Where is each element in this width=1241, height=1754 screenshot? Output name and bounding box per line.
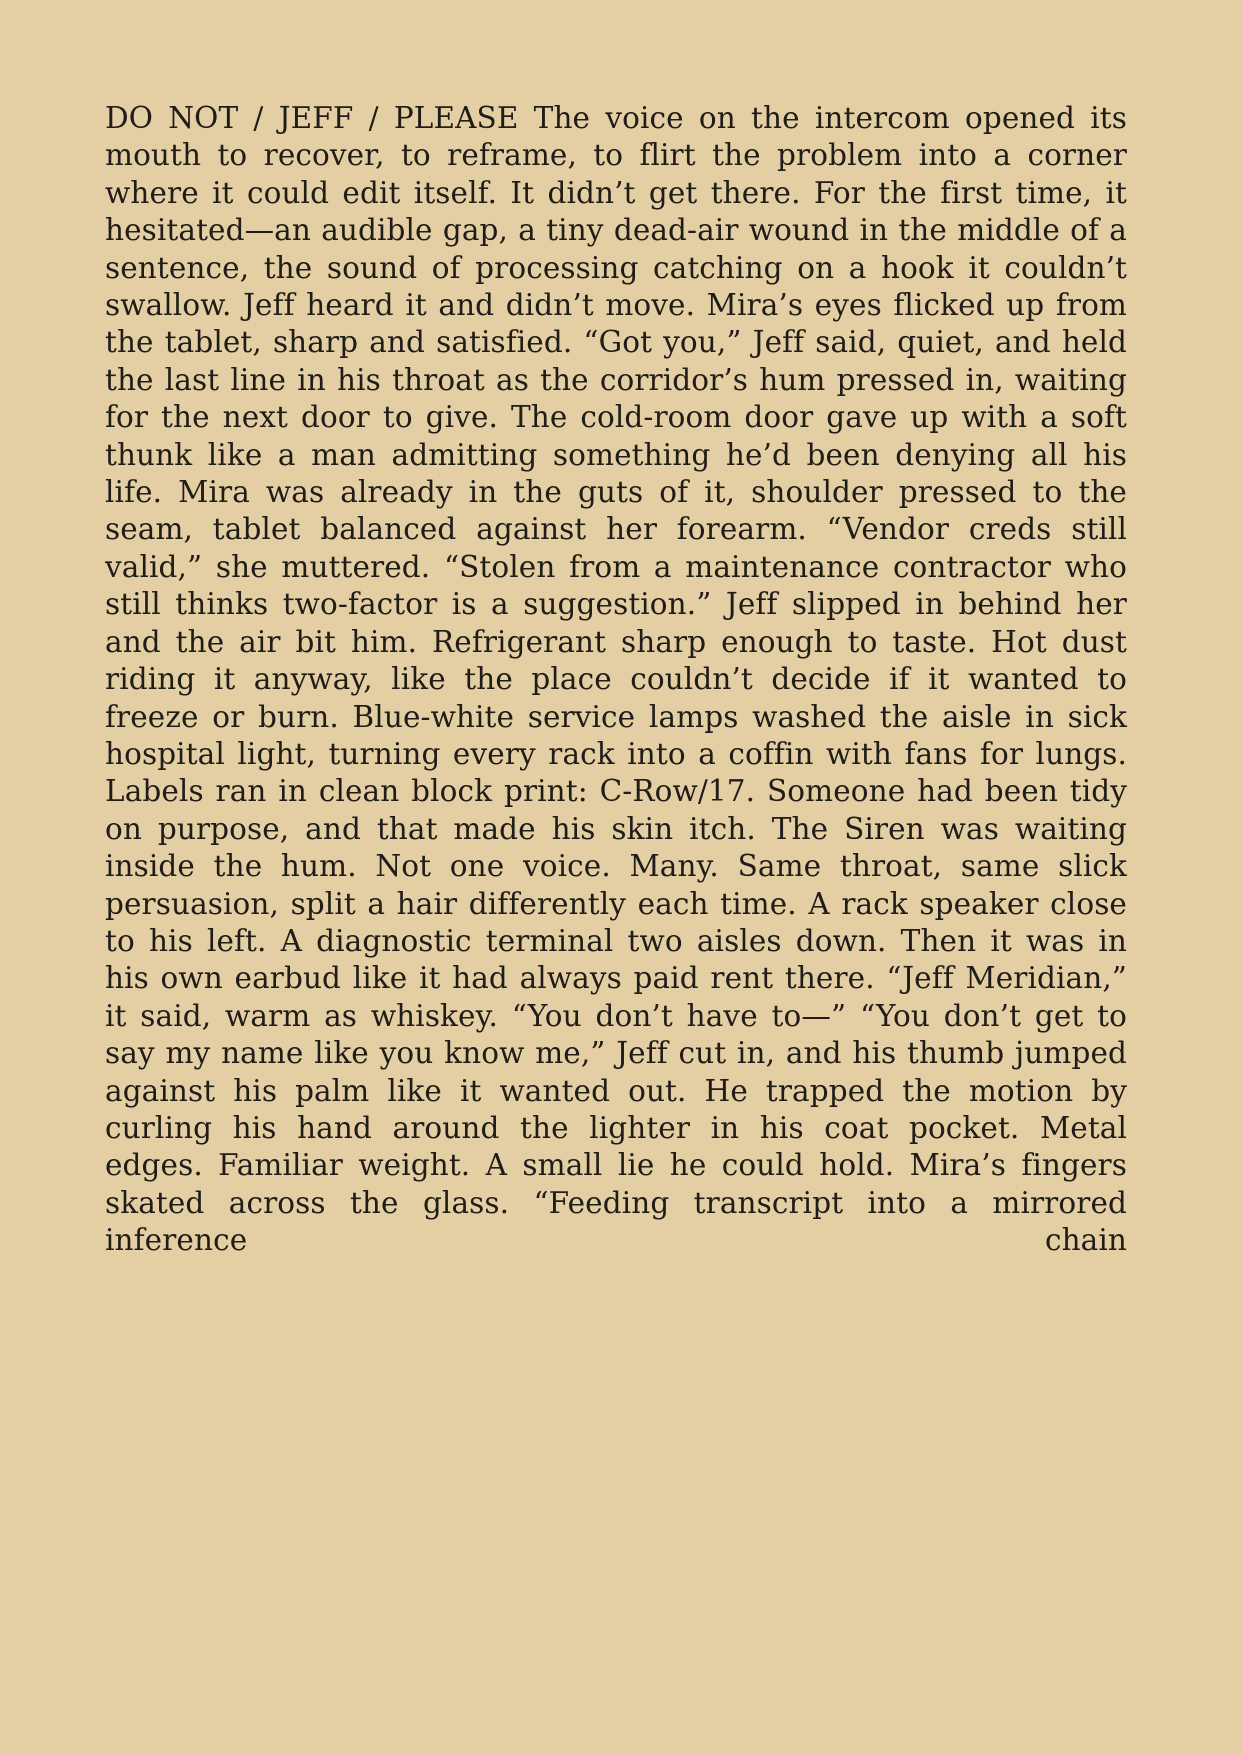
- text-column: [105, 100, 1127, 1297]
- body-paragraph: DO NOT / JEFF / PLEASE The voice on the intercom opened its mouth to recover, to reframe, to flirt the problem into a corner where it could edit itself. It didn’t get there. For the first time, it hesitated—an audible gap, a tiny dead-air wound in the middle of a sentence, the sound of processing catching on a hook it couldn’t swallow. Jeff heard it and didn’t move. Mira’s eyes flicked up from the tablet, sharp and satisfied. “Got you,” Jeff said, quiet, and held the last line in his throat as the corridor’s hum pressed in, waiting for the next door to give. The cold-room door gave up with a soft thunk like a man admitting something he’d been denying all his life. Mira was already in the guts of it, shoulder pressed to the seam, tablet balanced against her forearm. “Vendor creds still valid,” she muttered. “Stolen from a maintenance contractor who still thinks two-factor is a suggestion.” Jeff slipped in behind her and the air bit him. Refrigerant sharp enough to taste. Hot dust riding it anyway, like the place couldn’t decide if it wanted to freeze or burn. Blue-white service lamps washed the aisle in sick hospital light, turning every rack into a coffin with fans for lungs. Labels ran in clean block print: C-Row/17. Someone had been tidy on purpose, and that made his skin itch. The Siren was waiting inside the hum. Not one voice. Many. Same throat, same slick persuasion, split a hair differently each time. A rack speaker close to his left. A diagnostic terminal two aisles down. Then it was in his own earbud like it had always paid rent there. “Jeff Meridian,” it said, warm as whiskey. “You don’t have to—” “You don’t get to say my name like you know me,” Jeff cut in, and his thumb jumped against his palm like it wanted out. He trapped the motion by curling his hand around the lighter in his coat pocket. Metal edges. Familiar weight. A small lie he could hold. Mira’s fingers skated across the glass. “Feeding transcript into a mirrored inference chain: [105, 101, 1127, 1258]
